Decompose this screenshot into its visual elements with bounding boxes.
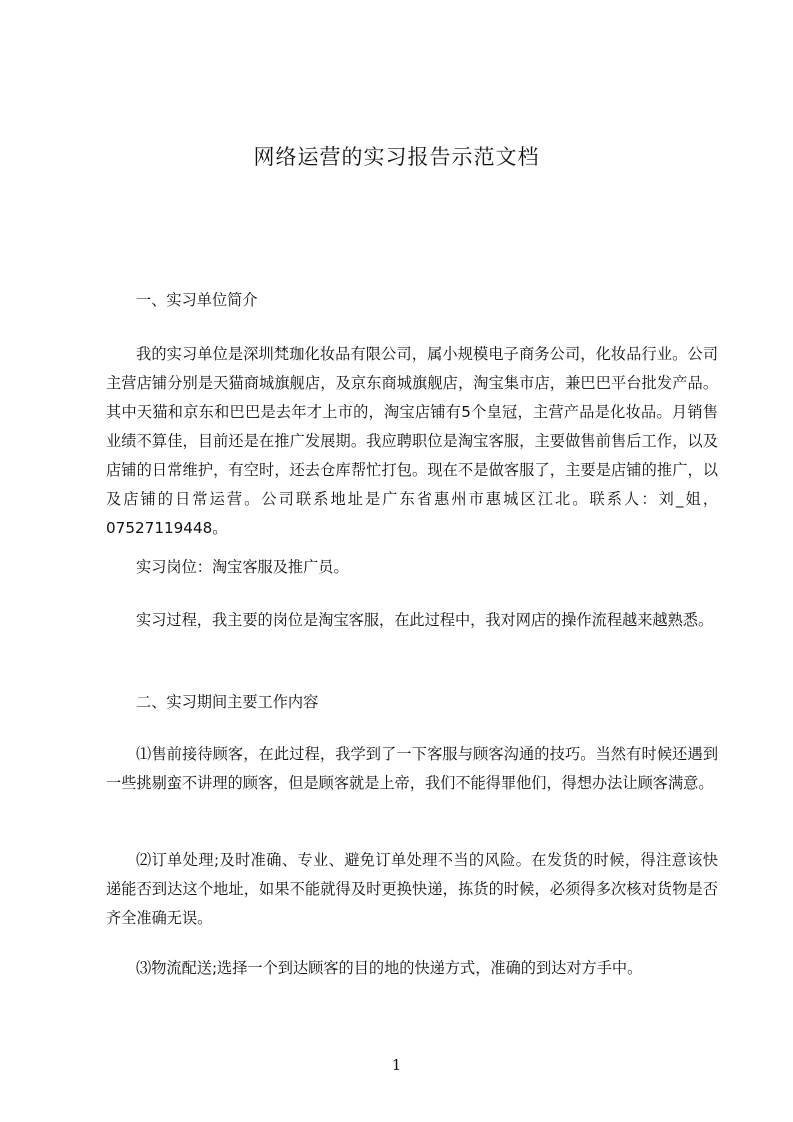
section-heading-2: 二、实习期间主要工作内容 <box>136 693 319 711</box>
paragraph-item-3: ⑶物流配送;选择一个到达顾客的目的地的快递方式，准确的到达对方手中。 <box>136 959 643 977</box>
document-title: 网络运营的实习报告示范文档 <box>253 145 540 169</box>
section-heading-1: 一、实习单位简介 <box>136 291 258 309</box>
paragraph-position: 实习岗位：淘宝客服及推广员。 <box>136 558 349 576</box>
page-number: 1 <box>391 1056 402 1074</box>
paragraph-item-1: ⑴售前接待顾客，在此过程，我学到了一下客服与顾客沟通的技巧。当然有时候还遇到一些挑剔蛮不讲理的顾客，但是顾客就是上帝，我们不能得罪他们，得想办法让顾客满意。 <box>106 745 718 792</box>
paragraph-process: 实习过程，我主要的岗位是淘宝客服，在此过程中，我对网店的操作流程越来越熟悉。 <box>136 611 714 629</box>
paragraph-company-intro: 我的实习单位是深圳梵珈化妆品有限公司，属小规模电子商务公司，化妆品行业。公司主营店铺分别是天猫商城旗舰店，及京东商城旗舰店，淘宝集市店，兼巴巴平台批发产品。其中天猫和京东和巴巴是去年才上市的，淘宝店铺有5个皇冠，主营产品是化妆品。月销售业绩不算佳，目前还是在推广发展期。我应聘职位是淘宝客服，主要做售前售后工作，以及店铺的日常维护，有空时，还去仓库帮忙打包。现在不是做客服了，主要是店铺的推广，以及店铺的日常运营。公司联系地址是广东省惠州市惠城区江北。联系人：刘_姐，07527119448。 <box>106 345 718 537</box>
paragraph-item-2: ⑵订单处理;及时准确、专业、避免订单处理不当的风险。在发货的时候，得注意该快递能否到达这个地址，如果不能就得及时更换快递，拣货的时候，必须得多次核对货物是否齐全准确无误。 <box>106 851 718 927</box>
